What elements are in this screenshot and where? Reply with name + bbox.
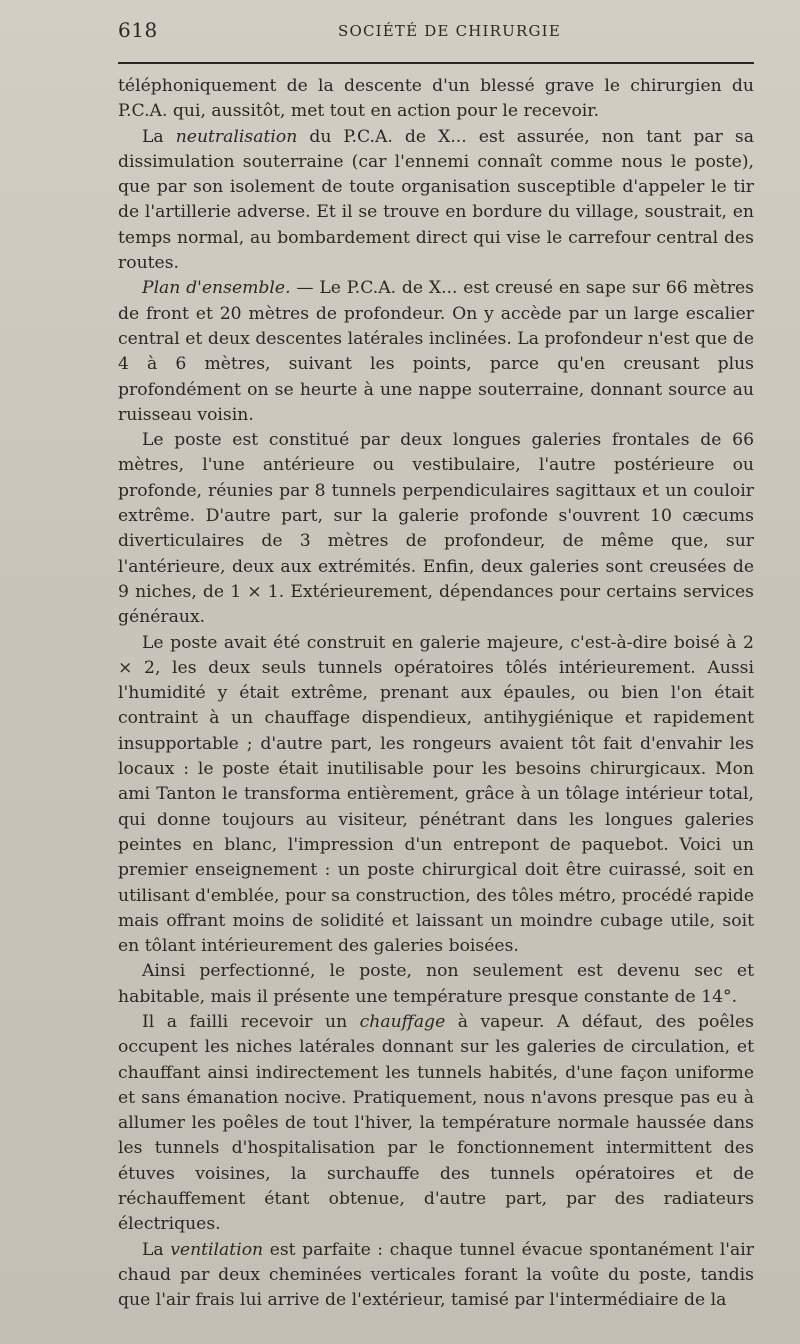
paragraph: Ainsi perfectionné, le poste, non seulement est devenu sec et habitable, mais il présente une température presque constante de 14°. [118, 961, 754, 1007]
paragraph: téléphoniquement de la descente d'un blessé grave le chirurgien du P.C.A. qui, aussitôt, met tout en action pour le recevoir. [118, 76, 754, 122]
paragraph: Le poste avait été construit en galerie majeure, c'est-à-dire boisé à 2 × 2, les deux seuls tunnels opératoires tôlés intérieurement. Aussi l'humidité y était extrême, prenant aux épaules, ou bien l'on était contraint à un chauffage dispendieux, antihygiénique et rapidement insupportable ; d'autre part, les rongeurs avaient tôt fait d'envahir les locaux : le poste était inutilisable pour les besoins chirurgicaux. Mon ami Tanton le transforma entièrement, grâce à un tôlage intérieur total, qui donne toujours au visiteur, pénétrant dans les longues galeries peintes en blanc, l'impression d'un entrepont de paquebot. Voici un premier enseignement : un poste chirurgical doit être cuirassé, soit en utilisant d'emblée, pour sa construction, des tôles métro, procédé rapide mais offrant moins de solidité et laissant un moindre cubage utile, soit en tôlant intérieurement des galeries boisées. [118, 632, 754, 957]
paragraph-lead: ventilation [170, 1239, 264, 1260]
header-rule [118, 62, 754, 64]
paragraph: Plan d'ensemble. — Le P.C.A. de X... est creusé en sape sur 66 mètres de front et 20 mètres de profondeur. On y accède par un large escalier central et deux descentes latérales inclinées. La profondeur n'est que de 4 à 6 mètres, suivant les points, parce qu'en creusant plus profondément on se heurte à une nappe souterraine, donnant source au ruisseau voisin. [118, 278, 754, 425]
paragraph: La neutralisation du P.C.A. de X... est assurée, non tant par sa dissimulation souterraine (car l'ennemi connaît comme nous le poste), que par son isolement de toute organisation susceptible d'appeler le tir de l'artillerie adverse. Et il se trouve en bordure du village, soustrait, en temps normal, au bombardement direct qui vise le carrefour central des routes. [118, 126, 754, 274]
paragraph: Le poste est constitué par deux longues galeries frontales de 66 mètres, l'une antérieure ou vestibulaire, l'autre postérieure ou profonde, réunies par 8 tunnels perpendiculaires sagittaux et un couloir extrême. D'autre part, sur la galerie profonde s'ouvrent 10 cæcums diverticulaires de 3 mètres de profondeur, de même que, sur l'antérieure, deux aux extrémités. Enfin, deux galeries sont creusées de 9 niches, de 1 × 1. Extérieurement, dépendances pour certains services généraux. [118, 430, 754, 628]
body-text [118, 74, 754, 1314]
page-number: 618 [118, 18, 158, 42]
running-head: SOCIÉTÉ DE CHIRURGIE [338, 22, 561, 40]
page-header [118, 18, 754, 48]
paragraph-lead: Plan d'ensemble. [142, 278, 291, 299]
paragraph-lead: neutralisation [175, 126, 298, 147]
paragraph-lead: chauffage [359, 1011, 446, 1032]
paragraph: La ventilation est parfaite : chaque tunnel évacue spontanément l'air chaud par deux cheminées verticales forant la voûte du poste, tandis que l'air frais lui arrive de l'extérieur, tamisé par l'intermédiaire de la [118, 1239, 754, 1311]
paragraph: Il a failli recevoir un chauffage à vapeur. A défaut, des poêles occupent les niches latérales donnant sur les galeries de circulation, et chauffant ainsi indirectement les tunnels habités, d'une façon uniforme et sans émanation nocive. Pratiquement, nous n'avons presque pas eu à allumer les poêles de tout l'hiver, la température normale haussée dans les tunnels d'hospitalisation par le fonctionnement intermittent des étuves voisines, la surchauffe des tunnels opératoires et de réchauffement étant obtenue, d'autre part, par des radiateurs électriques. [118, 1011, 754, 1235]
